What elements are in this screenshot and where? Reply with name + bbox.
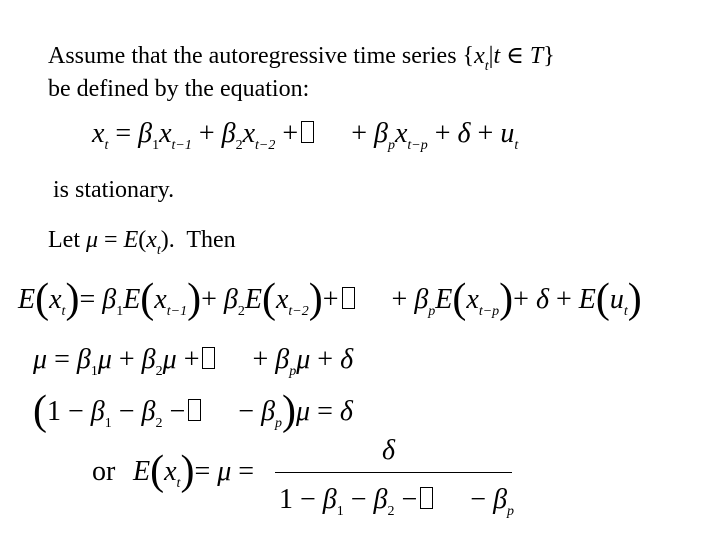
result-numerator: δ (382, 435, 396, 466)
result-denominator: $1 - \beta_1 - \beta_2$ − − $\beta_p$ (279, 484, 515, 519)
missing-glyph-box (342, 287, 355, 309)
missing-glyph-box (202, 347, 215, 369)
missing-glyph-box (420, 487, 433, 509)
intro-line-1: Assume that the autoregressive time series {$x_t|t$ ∈ T} (48, 43, 555, 74)
factored-equation: ($1 - \beta_1 - \beta_2$ − − $\beta_p)\mu = \delta$ (33, 388, 353, 434)
stationary-text: is stationary. (53, 177, 175, 203)
result-lhs: $E(x_t)= \mu$ = (133, 448, 255, 494)
fraction-bar (275, 472, 512, 473)
missing-glyph-box (301, 121, 314, 143)
result-prefix: or (92, 456, 116, 487)
ar-definition-equation: $x_t = \beta_1x_{t-1} + \beta_2x_{t-2}$ + + $\beta_px_{t-p} + \delta + u_t$ (92, 118, 519, 153)
missing-glyph-box (188, 399, 201, 421)
intro-line-2: be defined by the equation: (48, 76, 310, 102)
expectation-equation: $E(x_t)= \beta_1E(x_{t-1})+ \beta_2E(x_{t-2})+ + \beta_pE(x_{t-p})+ \delta + E(u_t)$ (18, 276, 642, 322)
let-mu-text: Let $\mu = E(x_t)$. Then (48, 227, 236, 258)
mu-equation: $\mu = \beta_1\mu + \beta_2\mu$ + + $\beta_p\mu + \delta$ (33, 344, 354, 379)
